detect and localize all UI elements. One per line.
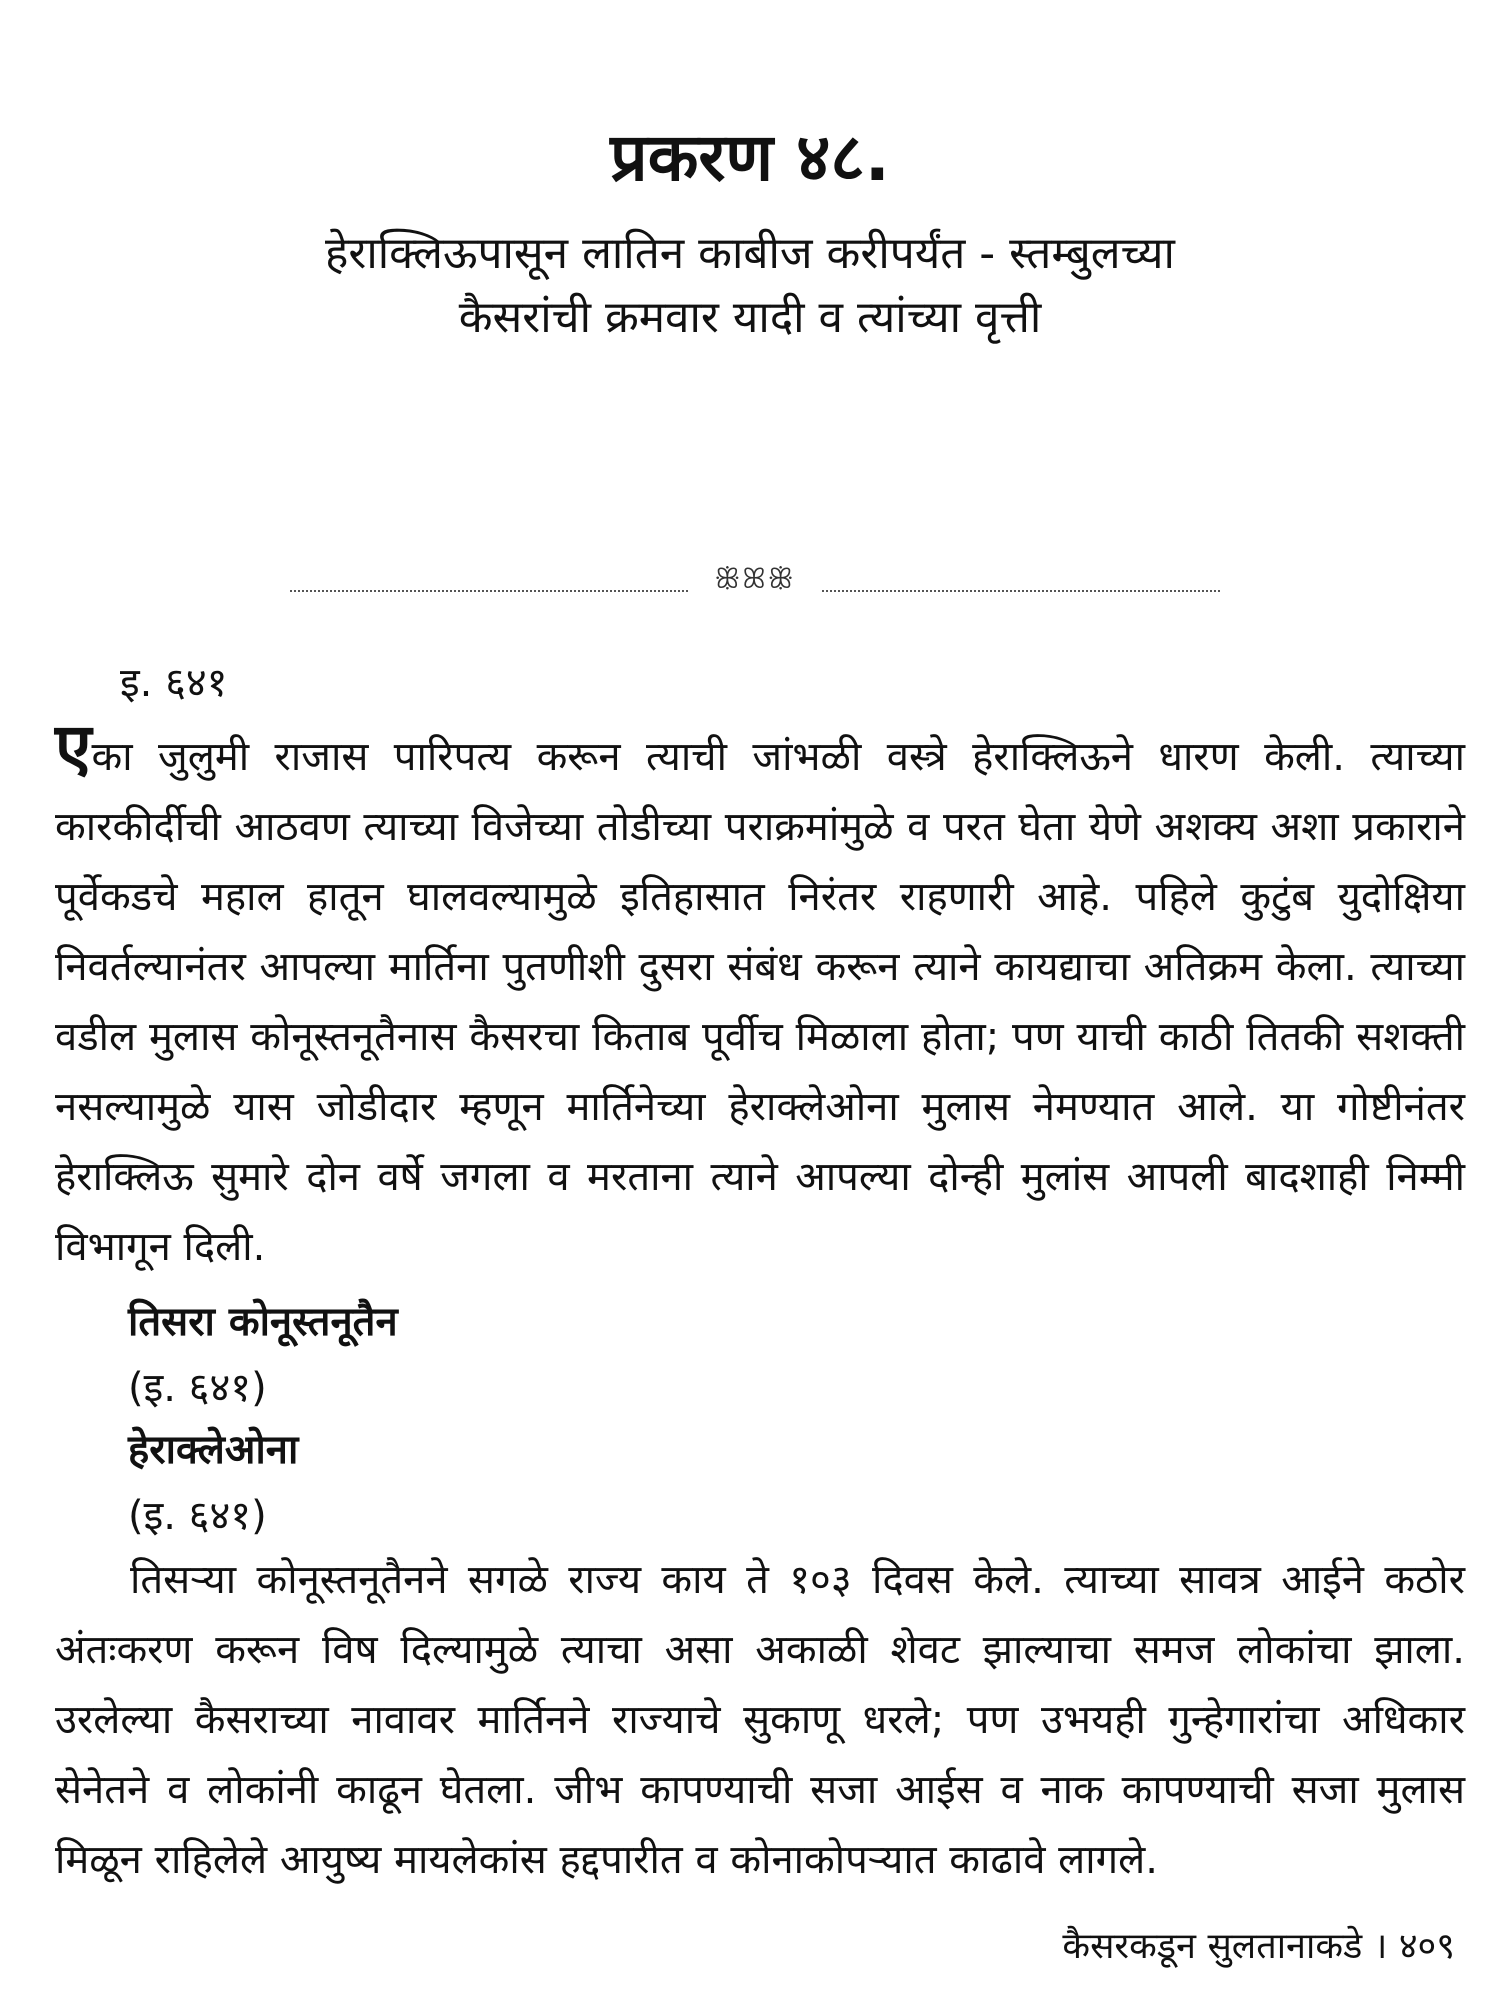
section-divider <box>290 560 1220 600</box>
section1-date: इ. ६४१ <box>120 660 228 706</box>
section2-paragraph: तिसऱ्या कोनूस्तनूतैनने सगळे राज्य काय ते १०३ दिवस केले. त्याच्या सावत्र आईने कठोर अंतःकरण करून विष दिल्यामुळे त्याचा असा अकाळी शेवट झाल्याचा समज लोकांचा झाला. उरलेल्या कैसराच्या नावावर मार्तिनने राज्याचे सुकाणू धरले; पण उभयही गुन्हेगारांचा अधिकार सेनेतने व लोकांनी काढून घेतला. जीभ कापण्याची सजा आईस व नाक कापण्याची सजा मुलास मिळून राहिलेले आयुष्य मायलेकांस हद्दपारीत व कोनाकोपऱ्यात काढावे लागले. <box>55 1557 1465 1883</box>
ruler-heading-constantine-iii: तिसरा कोनूस्तनूतैन <box>128 1299 398 1345</box>
drop-cap: ए <box>55 709 92 786</box>
page-number: ४०९ <box>1398 1926 1455 1967</box>
footer-book-title: कैसरकडून सुलतानाकडे <box>1062 1926 1363 1967</box>
chapter-title: प्रकरण ४८. <box>610 119 890 196</box>
section1-paragraph <box>55 709 1465 1282</box>
section1-paragraph-text: का जुलुमी राजास पारिपत्य करून त्याची जांभळी वस्त्रे हेराक्लिऊने धारण केली. त्याच्या कारकीर्दीची आठवण त्याच्या विजेच्या तोडीच्या पराक्रमांमुळे व परत घेता येणे अशक्य अशा प्रकाराने पूर्वेकडचे महाल हातून घालवल्यामुळे इतिहासात निरंतर राहणारी आहे. पहिले कुटुंब युदोक्षिया निवर्तल्यानंतर आपल्या मार्तिना पुतणीशी दुसरा संबंध करून त्याने कायद्याचा अतिक्रम केला. त्याच्या वडील मुलास कोनूस्तनूतैनास कैसरचा किताब पूर्वीच मिळाला होता; पण याची काठी तितकी सशक्ती नसल्यामुळे यास जोडीदार म्हणून मार्तिनेच्या हेराक्लेओना मुलास नेमण्यात आले. या गोष्टीनंतर हेराक्लिऊ सुमारे दोन वर्षे जगला व मरताना त्याने आपल्या दोन्ही मुलांस आपली बादशाही निम्मी विभागून दिली. <box>55 734 1465 1270</box>
ruler-heading-heraklonas: हेराक्लेओना <box>128 1427 299 1473</box>
ruler-date-heraklonas: (इ. ६४१) <box>128 1493 267 1539</box>
ruler-date-constantine-iii: (इ. ६४१) <box>128 1365 267 1411</box>
page-footer <box>1062 1922 1455 1972</box>
footer-separator: । <box>1373 1926 1388 1967</box>
chapter-subtitle <box>150 222 1350 350</box>
ornament-flourish-icon: ꕥꕤꕥ <box>690 562 820 596</box>
subtitle-line-1: हेराक्लिऊपासून लातिन काबीज करीपर्यंत - स्तम्बुलच्या <box>325 228 1175 279</box>
subtitle-line-2: कैसरांची क्रमवार यादी व त्यांच्या वृत्ती <box>458 292 1042 343</box>
